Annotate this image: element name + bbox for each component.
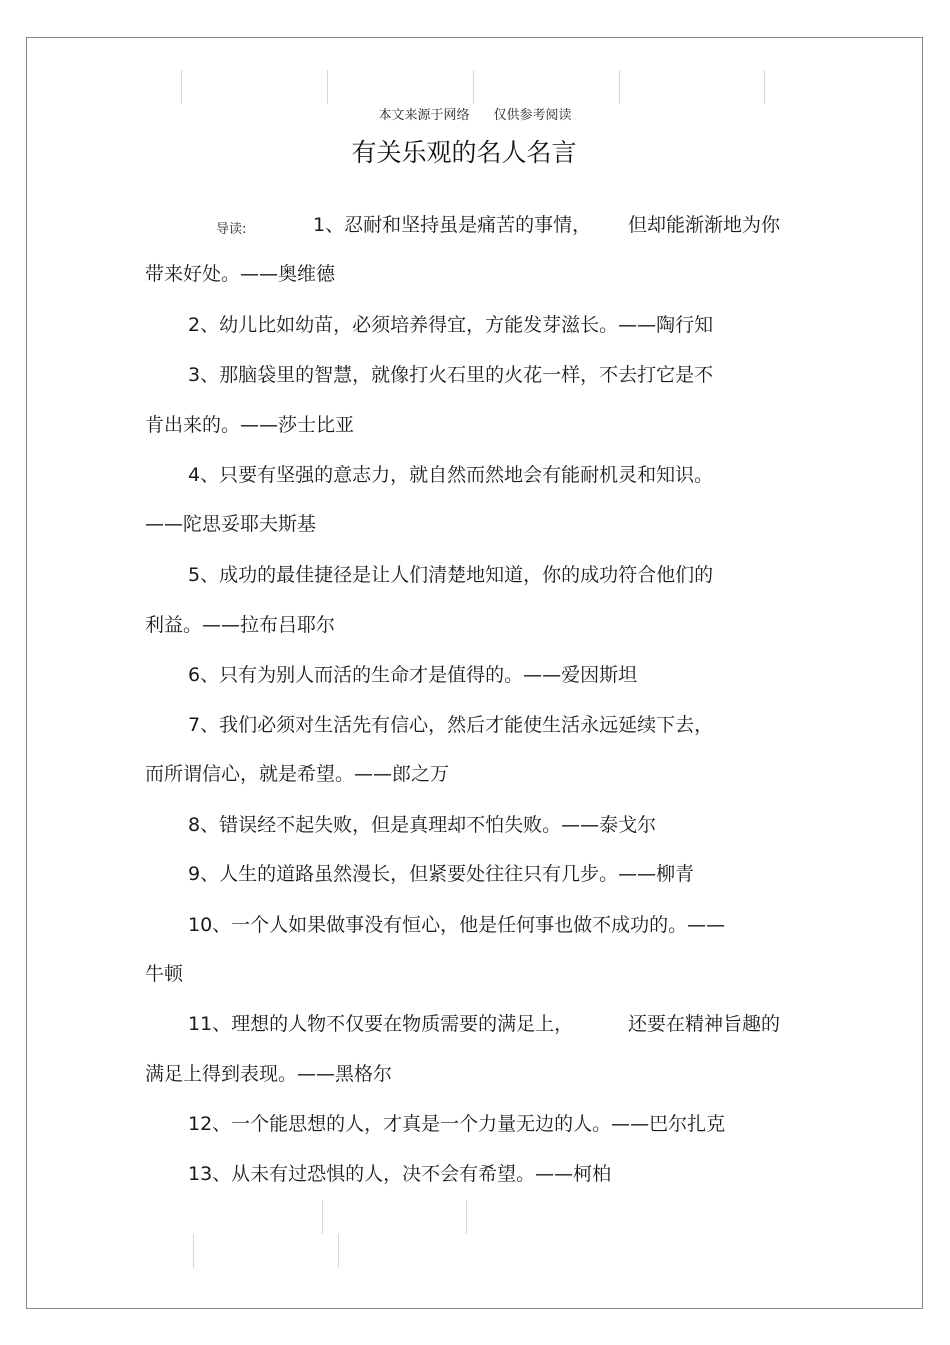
decorative-line: [473, 70, 474, 104]
quote-line: 13、从未有过恐惧的人，决不会有希望。——柯柏: [188, 1163, 612, 1185]
quote-line: 9、人生的道路虽然漫长，但紧要处往往只有几步。——柳青: [188, 863, 695, 885]
quote-line: 利益。——拉布吕耶尔: [145, 614, 336, 636]
intro-label: 导读:: [216, 222, 247, 237]
decorative-line: [181, 70, 182, 104]
decorative-line: [327, 70, 328, 104]
decorative-line: [466, 1200, 467, 1234]
quote-line: 3、那脑袋里的智慧，就像打火石里的火花一样，不去打它是不: [188, 364, 714, 386]
header-note: [0, 104, 950, 123]
quote-line: 而所谓信心，就是希望。——郎之万: [145, 763, 450, 785]
quote-line: 还要在精神旨趣的: [628, 1013, 781, 1035]
quote-line: ——陀思妥耶夫斯基: [145, 513, 317, 535]
decorative-line: [322, 1200, 323, 1234]
quote-line: 带来好处。——奥维德: [145, 263, 336, 285]
quote-line: 2、幼儿比如幼苗，必须培养得宜，方能发芽滋长。——陶行知: [188, 314, 714, 336]
header-note-right: 仅供参考阅读: [493, 108, 572, 123]
quote-line: 牛顿: [145, 963, 184, 985]
document-title: 有关乐观的名人名言: [351, 138, 577, 167]
quote-line: 但却能渐渐地为你: [628, 214, 781, 236]
quote-line: 10、一个人如果做事没有恒心，他是任何事也做不成功的。——: [188, 914, 726, 936]
decorative-line: [338, 1234, 339, 1268]
quote-line: 7、我们必须对生活先有信心，然后才能使生活永远延续下去，: [188, 714, 714, 736]
quote-line: 11、理想的人物不仅要在物质需要的满足上，: [188, 1013, 574, 1035]
quote-line: 满足上得到表现。——黑格尔: [145, 1063, 393, 1085]
quote-line: 1、忍耐和坚持虽是痛苦的事情，: [313, 214, 592, 236]
decorative-line: [193, 1234, 194, 1268]
quote-line: 4、只要有坚强的意志力，就自然而然地会有能耐机灵和知识。: [188, 464, 714, 486]
quote-line: 8、错误经不起失败，但是真理却不怕失败。——泰戈尔: [188, 814, 657, 836]
quote-line: 6、只有为别人而活的生命才是值得的。——爱因斯坦: [188, 664, 638, 686]
quote-line: 5、成功的最佳捷径是让人们清楚地知道，你的成功符合他们的: [188, 564, 714, 586]
decorative-line: [619, 70, 620, 104]
decorative-line: [764, 70, 765, 104]
header-note-left: 本文来源于网络: [378, 108, 470, 123]
quote-line: 肯出来的。——莎士比亚: [145, 414, 355, 436]
quote-line: 12、一个能思想的人，才真是一个力量无边的人。——巴尔扎克: [188, 1113, 726, 1135]
